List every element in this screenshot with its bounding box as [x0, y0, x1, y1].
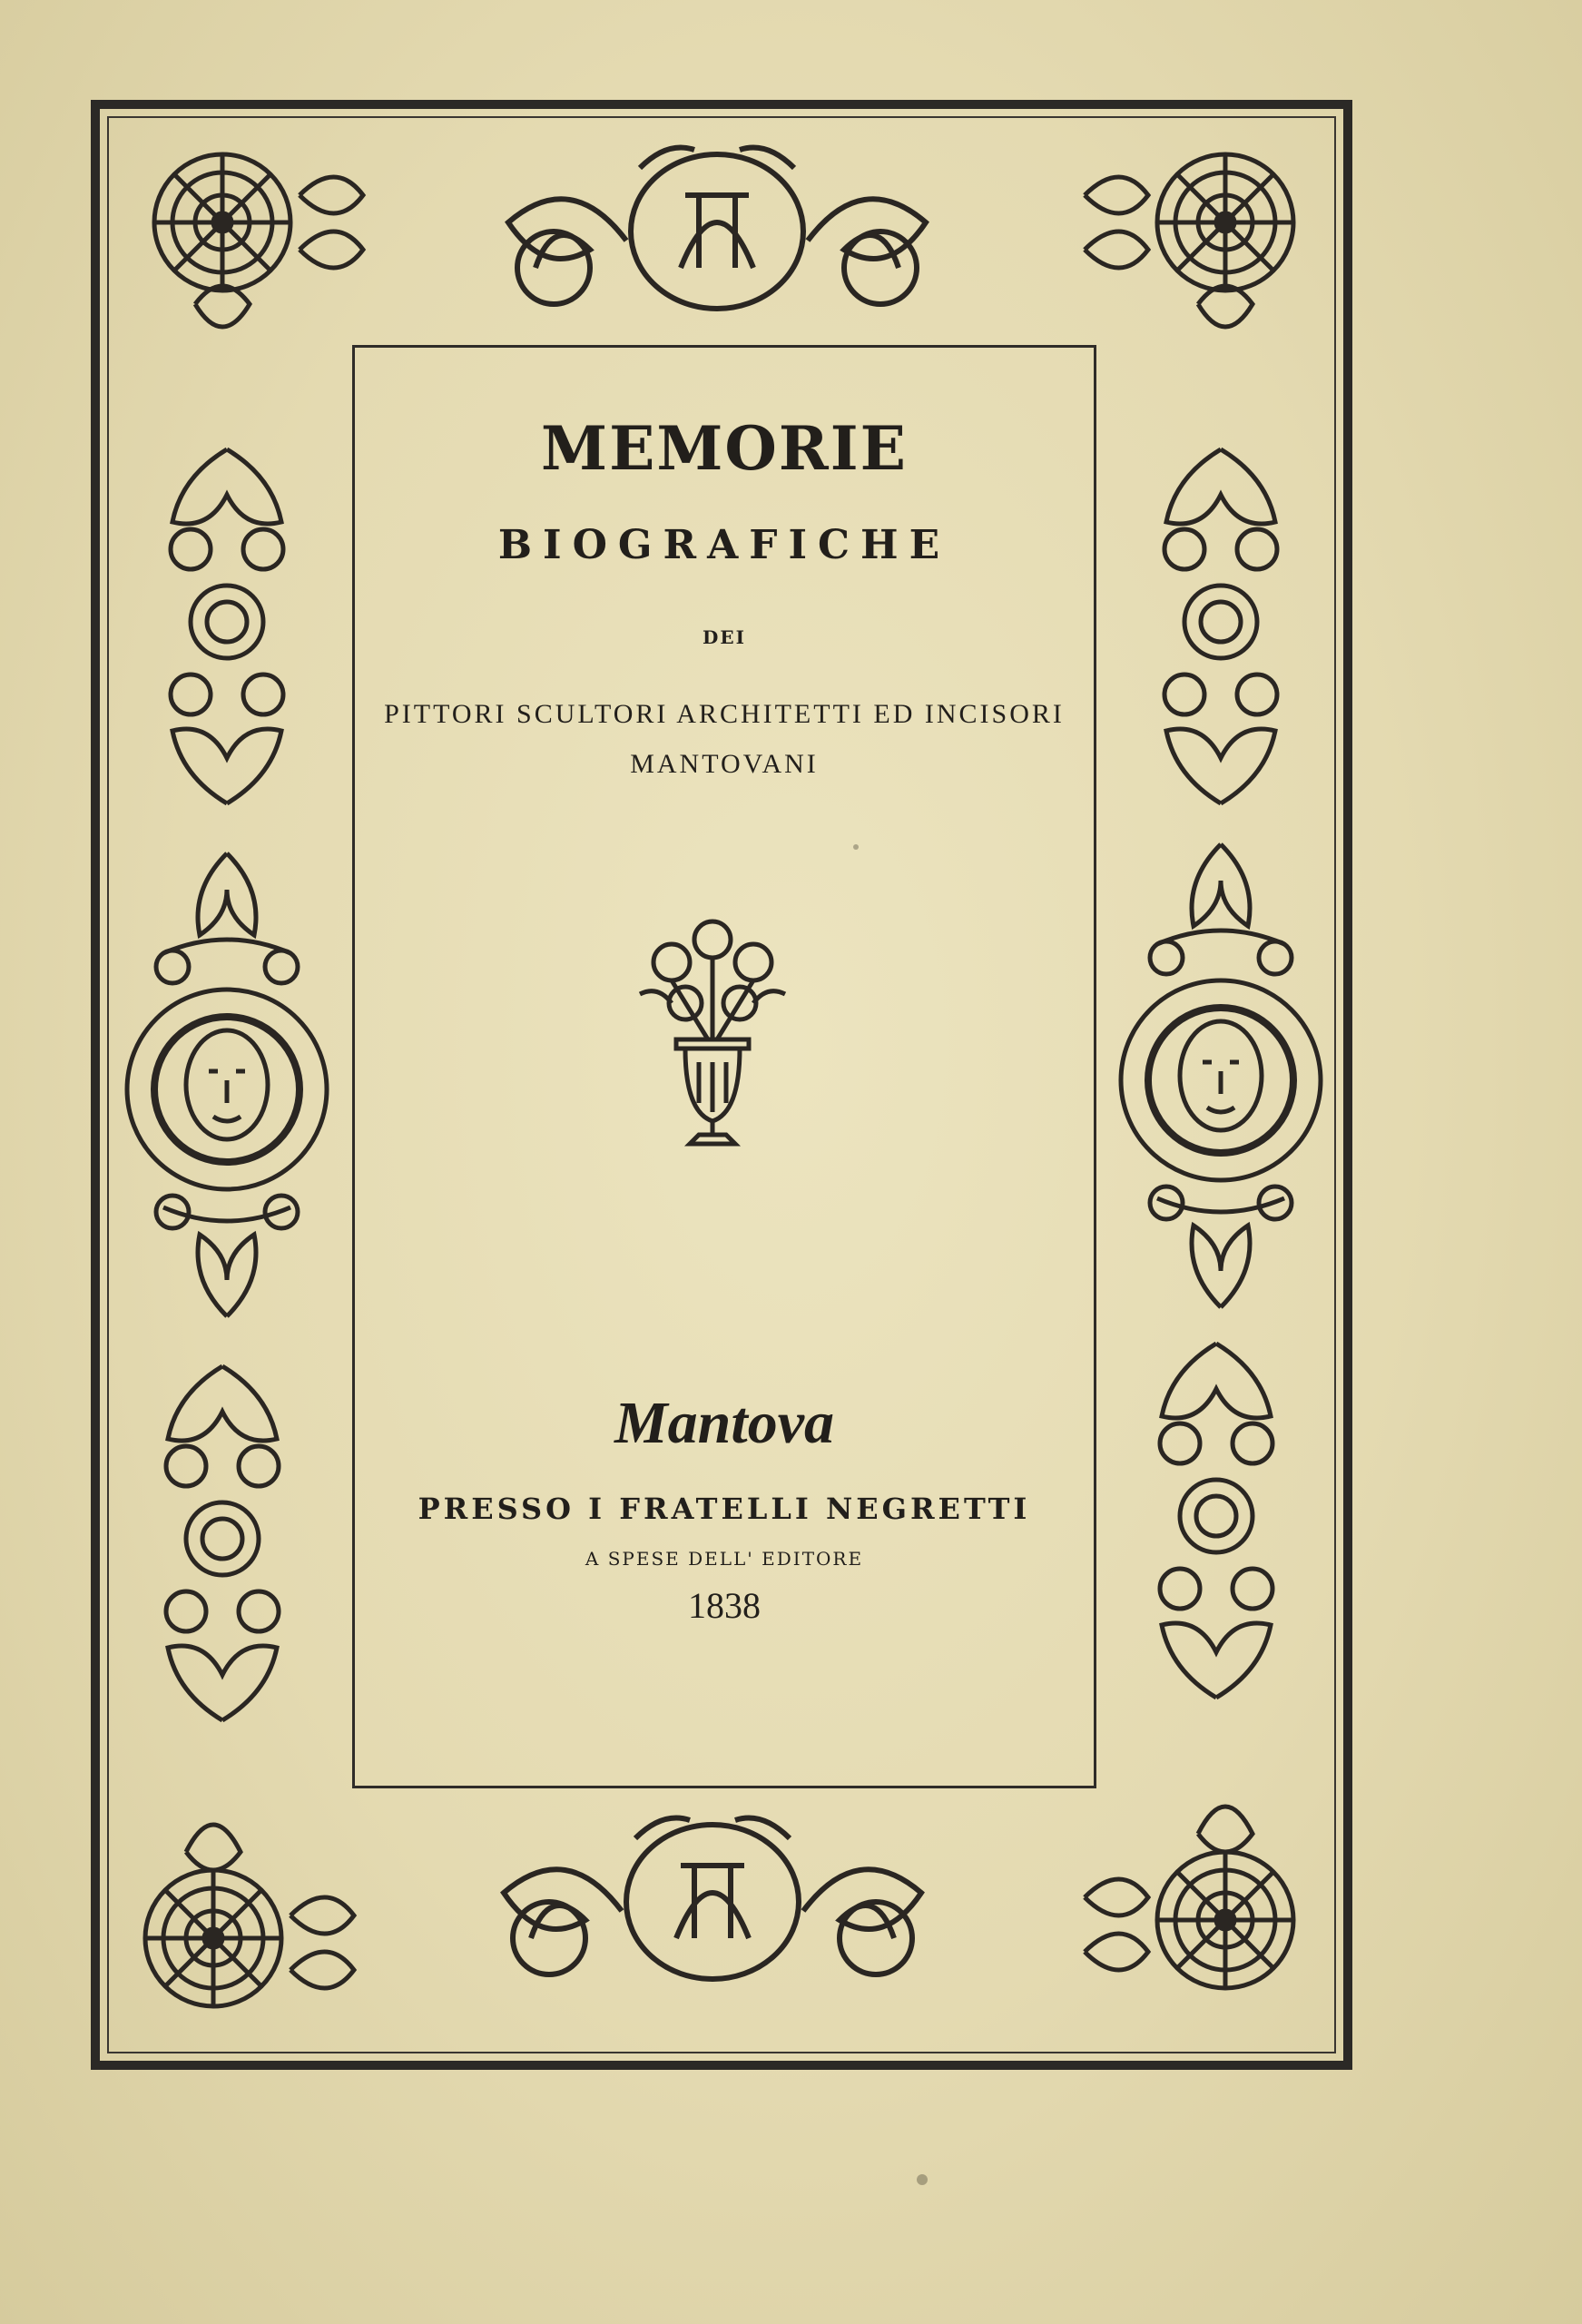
- rosette-icon: [1071, 141, 1307, 368]
- expense-note: A SPESE DELL' EDITORE: [585, 1548, 864, 1570]
- foliate-column-icon: [1148, 440, 1293, 812]
- publisher-line: PRESSO I FRATELLI NEGRETTI: [418, 1492, 1031, 1526]
- foxing-spot: [853, 844, 859, 850]
- subject-line-1: PITTORI SCULTORI ARCHITETTI ED INCISORI: [384, 699, 1065, 729]
- place-of-publication: Mantova: [614, 1390, 835, 1456]
- book-subtitle: BIOGRAFICHE: [497, 522, 951, 568]
- book-title: MEMORIE: [541, 413, 908, 484]
- connector-word: DEI: [703, 626, 746, 648]
- rosette-icon: [132, 1788, 368, 2024]
- face-medallion-icon: [118, 844, 336, 1325]
- rosette-icon: [141, 141, 377, 368]
- lyre-cartouche-icon: [490, 132, 944, 331]
- subject-line-2: MANTOVANI: [630, 749, 819, 779]
- publication-year: 1838: [688, 1585, 761, 1626]
- foliate-column-icon: [154, 440, 300, 812]
- flower-vase-icon: [622, 912, 803, 1153]
- rosette-icon: [1071, 1770, 1307, 2006]
- foliate-column-icon: [1144, 1334, 1289, 1707]
- lyre-cartouche-icon: [486, 1802, 939, 2002]
- foxing-spot: [917, 2174, 928, 2185]
- face-medallion-icon: [1112, 835, 1330, 1316]
- foliate-column-icon: [150, 1357, 295, 1729]
